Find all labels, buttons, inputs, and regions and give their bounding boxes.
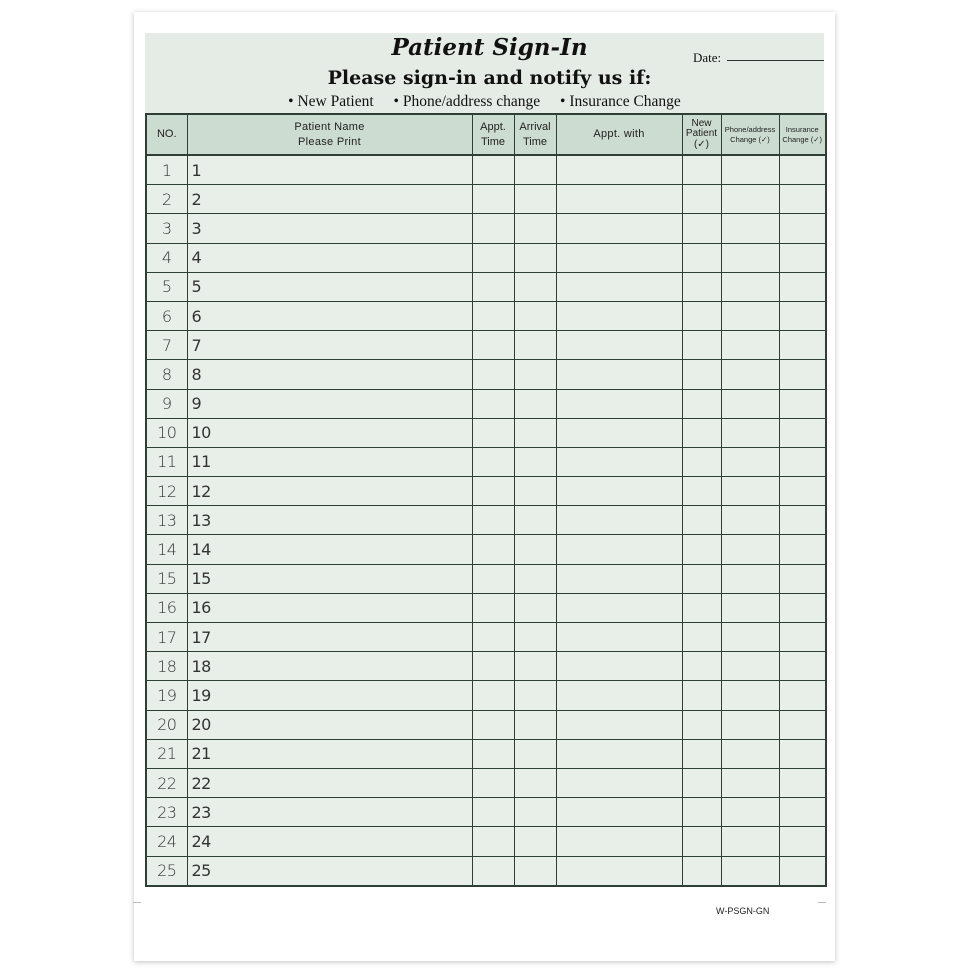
appt-time-cell[interactable] [472, 710, 514, 739]
insurance-change-checkbox[interactable] [779, 623, 826, 652]
table-row [146, 477, 826, 506]
insurance-change-checkbox[interactable] [779, 389, 826, 418]
new-patient-checkbox[interactable] [682, 739, 721, 768]
new-patient-checkbox[interactable] [682, 710, 721, 739]
insurance-change-checkbox[interactable] [779, 856, 826, 886]
row-number: 12 [146, 477, 187, 506]
appt-with-cell[interactable] [556, 856, 682, 886]
table-row [146, 331, 826, 360]
table-header-row [146, 114, 826, 155]
table-row [146, 272, 826, 301]
patient-name-cell[interactable]: 15 [187, 564, 472, 593]
insurance-change-checkbox[interactable] [779, 360, 826, 389]
patient-name-cell[interactable]: 19 [187, 681, 472, 710]
appt-with-cell[interactable] [556, 301, 682, 330]
patient-name-cell[interactable]: 17 [187, 623, 472, 652]
arrival-time-cell[interactable] [514, 739, 556, 768]
col-header-appt-with: Appt. with [556, 114, 682, 155]
table-row [146, 593, 826, 622]
patient-name-cell[interactable]: 2 [187, 185, 472, 214]
table-row [146, 710, 826, 739]
appt-with-cell[interactable] [556, 827, 682, 856]
appt-with-cell[interactable] [556, 593, 682, 622]
arrival-time-cell[interactable] [514, 447, 556, 476]
new-patient-checkbox[interactable] [682, 623, 721, 652]
new-patient-checkbox[interactable] [682, 535, 721, 564]
notify-bullets [145, 93, 824, 111]
patient-name-cell[interactable]: 11 [187, 447, 472, 476]
appt-time-cell[interactable] [472, 652, 514, 681]
arrival-time-cell[interactable] [514, 827, 556, 856]
appt-with-cell[interactable] [556, 710, 682, 739]
appt-with-cell[interactable] [556, 389, 682, 418]
trim-mark [818, 902, 826, 903]
appt-time-cell[interactable] [472, 477, 514, 506]
insurance-change-checkbox[interactable] [779, 593, 826, 622]
row-number: 18 [146, 652, 187, 681]
bullet-phone-address: • Phone/address change [393, 93, 541, 110]
row-number: 10 [146, 418, 187, 447]
new-patient-checkbox[interactable] [682, 389, 721, 418]
insurance-change-checkbox[interactable] [779, 710, 826, 739]
phone-address-change-checkbox[interactable] [721, 155, 779, 185]
col-header-new-patient: New Patient (✓) [682, 114, 721, 155]
patient-name-cell[interactable]: 9 [187, 389, 472, 418]
patient-name-cell[interactable]: 14 [187, 535, 472, 564]
arrival-time-cell[interactable] [514, 535, 556, 564]
new-patient-checkbox[interactable] [682, 768, 721, 797]
appt-with-cell[interactable] [556, 768, 682, 797]
appt-time-cell[interactable] [472, 418, 514, 447]
row-number: 13 [146, 506, 187, 535]
appt-with-cell[interactable] [556, 418, 682, 447]
insurance-change-checkbox[interactable] [779, 418, 826, 447]
arrival-time-cell[interactable] [514, 272, 556, 301]
patient-name-cell[interactable]: 7 [187, 331, 472, 360]
trim-mark [133, 902, 141, 903]
appt-with-cell[interactable] [556, 681, 682, 710]
patient-name-cell[interactable]: 25 [187, 856, 472, 886]
appt-with-cell[interactable] [556, 331, 682, 360]
date-label: Date: [693, 50, 722, 65]
phone-address-change-checkbox[interactable] [721, 623, 779, 652]
appt-time-cell[interactable] [472, 739, 514, 768]
row-number: 11 [146, 447, 187, 476]
appt-with-cell[interactable] [556, 447, 682, 476]
col-header-patient-name: Patient Name Please Print [187, 114, 472, 155]
table-row [146, 652, 826, 681]
appt-time-cell[interactable] [472, 856, 514, 886]
table-row [146, 827, 826, 856]
arrival-time-cell[interactable] [514, 243, 556, 272]
appt-with-cell[interactable] [556, 798, 682, 827]
patient-name-cell[interactable]: 12 [187, 477, 472, 506]
phone-address-change-checkbox[interactable] [721, 739, 779, 768]
table-row [146, 447, 826, 476]
phone-address-change-checkbox[interactable] [721, 768, 779, 797]
patient-name-cell[interactable]: 20 [187, 710, 472, 739]
patient-name-cell[interactable]: 4 [187, 243, 472, 272]
phone-address-change-checkbox[interactable] [721, 506, 779, 535]
appt-with-cell[interactable] [556, 739, 682, 768]
appt-time-cell[interactable] [472, 623, 514, 652]
arrival-time-cell[interactable] [514, 768, 556, 797]
appt-with-cell[interactable] [556, 564, 682, 593]
appt-time-cell[interactable] [472, 506, 514, 535]
appt-with-cell[interactable] [556, 214, 682, 243]
form-title: Patient Sign-In [391, 34, 588, 61]
new-patient-checkbox[interactable] [682, 798, 721, 827]
appt-with-cell[interactable] [556, 535, 682, 564]
arrival-time-cell[interactable] [514, 681, 556, 710]
new-patient-checkbox[interactable] [682, 447, 721, 476]
phone-address-change-checkbox[interactable] [721, 331, 779, 360]
insurance-change-checkbox[interactable] [779, 155, 826, 185]
col-header-appt-time: Appt. Time [472, 114, 514, 155]
new-patient-checkbox[interactable] [682, 506, 721, 535]
appt-time-cell[interactable] [472, 185, 514, 214]
phone-address-change-checkbox[interactable] [721, 798, 779, 827]
new-patient-checkbox[interactable] [682, 243, 721, 272]
phone-address-change-checkbox[interactable] [721, 652, 779, 681]
insurance-change-checkbox[interactable] [779, 506, 826, 535]
phone-address-change-checkbox[interactable] [721, 593, 779, 622]
arrival-time-cell[interactable] [514, 389, 556, 418]
new-patient-checkbox[interactable] [682, 155, 721, 185]
new-patient-checkbox[interactable] [682, 564, 721, 593]
new-patient-checkbox[interactable] [682, 593, 721, 622]
appt-with-cell[interactable] [556, 623, 682, 652]
phone-address-change-checkbox[interactable] [721, 856, 779, 886]
table-row [146, 301, 826, 330]
row-number: 3 [146, 214, 187, 243]
new-patient-checkbox[interactable] [682, 272, 721, 301]
appt-time-cell[interactable] [472, 681, 514, 710]
row-number: 16 [146, 593, 187, 622]
table-row [146, 360, 826, 389]
phone-address-change-checkbox[interactable] [721, 447, 779, 476]
col-header-arrival-time: Arrival Time [514, 114, 556, 155]
new-patient-checkbox[interactable] [682, 827, 721, 856]
new-patient-checkbox[interactable] [682, 681, 721, 710]
insurance-change-checkbox[interactable] [779, 301, 826, 330]
table-row [146, 506, 826, 535]
row-number: 22 [146, 768, 187, 797]
arrival-time-cell[interactable] [514, 593, 556, 622]
appt-time-cell[interactable] [472, 331, 514, 360]
appt-time-cell[interactable] [472, 155, 514, 185]
patient-name-cell[interactable]: 23 [187, 798, 472, 827]
row-number: 9 [146, 389, 187, 418]
new-patient-checkbox[interactable] [682, 418, 721, 447]
row-number: 15 [146, 564, 187, 593]
row-number: 1 [146, 155, 187, 185]
date-field[interactable] [727, 60, 824, 61]
table-row [146, 155, 826, 185]
phone-address-change-checkbox[interactable] [721, 477, 779, 506]
row-number: 20 [146, 710, 187, 739]
table-row [146, 681, 826, 710]
arrival-time-cell[interactable] [514, 301, 556, 330]
phone-address-change-checkbox[interactable] [721, 710, 779, 739]
new-patient-checkbox[interactable] [682, 856, 721, 886]
table-row [146, 389, 826, 418]
patient-name-cell[interactable]: 3 [187, 214, 472, 243]
col-header-insurance-change: Insurance Change (✓) [779, 114, 826, 155]
phone-address-change-checkbox[interactable] [721, 535, 779, 564]
bullet-new-patient: • New Patient [288, 93, 374, 110]
insurance-change-checkbox[interactable] [779, 564, 826, 593]
patient-name-cell[interactable]: 16 [187, 593, 472, 622]
patient-name-cell[interactable]: 5 [187, 272, 472, 301]
col-header-no: NO. [146, 114, 187, 155]
row-number: 5 [146, 272, 187, 301]
arrival-time-cell[interactable] [514, 798, 556, 827]
insurance-change-checkbox[interactable] [779, 214, 826, 243]
appt-time-cell[interactable] [472, 768, 514, 797]
arrival-time-cell[interactable] [514, 360, 556, 389]
table-row [146, 739, 826, 768]
appt-with-cell[interactable] [556, 185, 682, 214]
row-number: 21 [146, 739, 187, 768]
row-number: 7 [146, 331, 187, 360]
patient-name-cell[interactable]: 18 [187, 652, 472, 681]
appt-with-cell[interactable] [556, 506, 682, 535]
phone-address-change-checkbox[interactable] [721, 827, 779, 856]
appt-with-cell[interactable] [556, 272, 682, 301]
form-code: W-PSGN-GN [716, 906, 770, 916]
table-row [146, 564, 826, 593]
new-patient-checkbox[interactable] [682, 214, 721, 243]
row-number: 25 [146, 856, 187, 886]
appt-with-cell[interactable] [556, 477, 682, 506]
table-row [146, 418, 826, 447]
phone-address-change-checkbox[interactable] [721, 243, 779, 272]
new-patient-checkbox[interactable] [682, 185, 721, 214]
phone-address-change-checkbox[interactable] [721, 681, 779, 710]
appt-time-cell[interactable] [472, 564, 514, 593]
insurance-change-checkbox[interactable] [779, 185, 826, 214]
arrival-time-cell[interactable] [514, 564, 556, 593]
patient-name-cell[interactable]: 24 [187, 827, 472, 856]
table-row [146, 798, 826, 827]
patient-name-cell[interactable]: 13 [187, 506, 472, 535]
insurance-change-checkbox[interactable] [779, 447, 826, 476]
insurance-change-checkbox[interactable] [779, 739, 826, 768]
table-row [146, 185, 826, 214]
new-patient-checkbox[interactable] [682, 301, 721, 330]
arrival-time-cell[interactable] [514, 418, 556, 447]
appt-time-cell[interactable] [472, 535, 514, 564]
col-header-phone-address-change: Phone/address Change (✓) [721, 114, 779, 155]
appt-with-cell[interactable] [556, 652, 682, 681]
arrival-time-cell[interactable] [514, 331, 556, 360]
row-number: 4 [146, 243, 187, 272]
row-number: 2 [146, 185, 187, 214]
appt-time-cell[interactable] [472, 389, 514, 418]
insurance-change-checkbox[interactable] [779, 798, 826, 827]
phone-address-change-checkbox[interactable] [721, 185, 779, 214]
table-row [146, 768, 826, 797]
new-patient-checkbox[interactable] [682, 360, 721, 389]
row-number: 6 [146, 301, 187, 330]
appt-time-cell[interactable] [472, 447, 514, 476]
appt-time-cell[interactable] [472, 243, 514, 272]
insurance-change-checkbox[interactable] [779, 331, 826, 360]
sign-in-table [145, 113, 827, 887]
appt-with-cell[interactable] [556, 155, 682, 185]
insurance-change-checkbox[interactable] [779, 477, 826, 506]
arrival-time-cell[interactable] [514, 214, 556, 243]
patient-name-cell[interactable]: 22 [187, 768, 472, 797]
arrival-time-cell[interactable] [514, 185, 556, 214]
row-number: 8 [146, 360, 187, 389]
table-row [146, 535, 826, 564]
appt-time-cell[interactable] [472, 827, 514, 856]
table-body [146, 155, 826, 886]
row-number: 19 [146, 681, 187, 710]
patient-name-cell[interactable]: 21 [187, 739, 472, 768]
insurance-change-checkbox[interactable] [779, 827, 826, 856]
appt-time-cell[interactable] [472, 360, 514, 389]
appt-with-cell[interactable] [556, 243, 682, 272]
arrival-time-cell[interactable] [514, 155, 556, 185]
arrival-time-cell[interactable] [514, 652, 556, 681]
row-number: 24 [146, 827, 187, 856]
arrival-time-cell[interactable] [514, 856, 556, 886]
appt-time-cell[interactable] [472, 301, 514, 330]
arrival-time-cell[interactable] [514, 506, 556, 535]
patient-name-cell[interactable]: 8 [187, 360, 472, 389]
insurance-change-checkbox[interactable] [779, 652, 826, 681]
insurance-change-checkbox[interactable] [779, 681, 826, 710]
table-row [146, 214, 826, 243]
appt-with-cell[interactable] [556, 360, 682, 389]
insurance-change-checkbox[interactable] [779, 243, 826, 272]
new-patient-checkbox[interactable] [682, 477, 721, 506]
table-row [146, 623, 826, 652]
form-subtitle: Please sign-in and notify us if: [327, 67, 652, 89]
patient-name-cell[interactable]: 10 [187, 418, 472, 447]
insurance-change-checkbox[interactable] [779, 535, 826, 564]
bullet-insurance: • Insurance Change [560, 93, 681, 110]
phone-address-change-checkbox[interactable] [721, 214, 779, 243]
phone-address-change-checkbox[interactable] [721, 418, 779, 447]
patient-name-cell[interactable]: 6 [187, 301, 472, 330]
phone-address-change-checkbox[interactable] [721, 301, 779, 330]
patient-name-cell[interactable]: 1 [187, 155, 472, 185]
arrival-time-cell[interactable] [514, 623, 556, 652]
row-number: 23 [146, 798, 187, 827]
phone-address-change-checkbox[interactable] [721, 360, 779, 389]
arrival-time-cell[interactable] [514, 710, 556, 739]
table-row [146, 856, 826, 886]
new-patient-checkbox[interactable] [682, 652, 721, 681]
insurance-change-checkbox[interactable] [779, 272, 826, 301]
table-row [146, 243, 826, 272]
phone-address-change-checkbox[interactable] [721, 389, 779, 418]
appt-time-cell[interactable] [472, 214, 514, 243]
appt-time-cell[interactable] [472, 272, 514, 301]
appt-time-cell[interactable] [472, 798, 514, 827]
row-number: 14 [146, 535, 187, 564]
row-number: 17 [146, 623, 187, 652]
new-patient-checkbox[interactable] [682, 331, 721, 360]
arrival-time-cell[interactable] [514, 477, 556, 506]
insurance-change-checkbox[interactable] [779, 768, 826, 797]
phone-address-change-checkbox[interactable] [721, 564, 779, 593]
phone-address-change-checkbox[interactable] [721, 272, 779, 301]
appt-time-cell[interactable] [472, 593, 514, 622]
